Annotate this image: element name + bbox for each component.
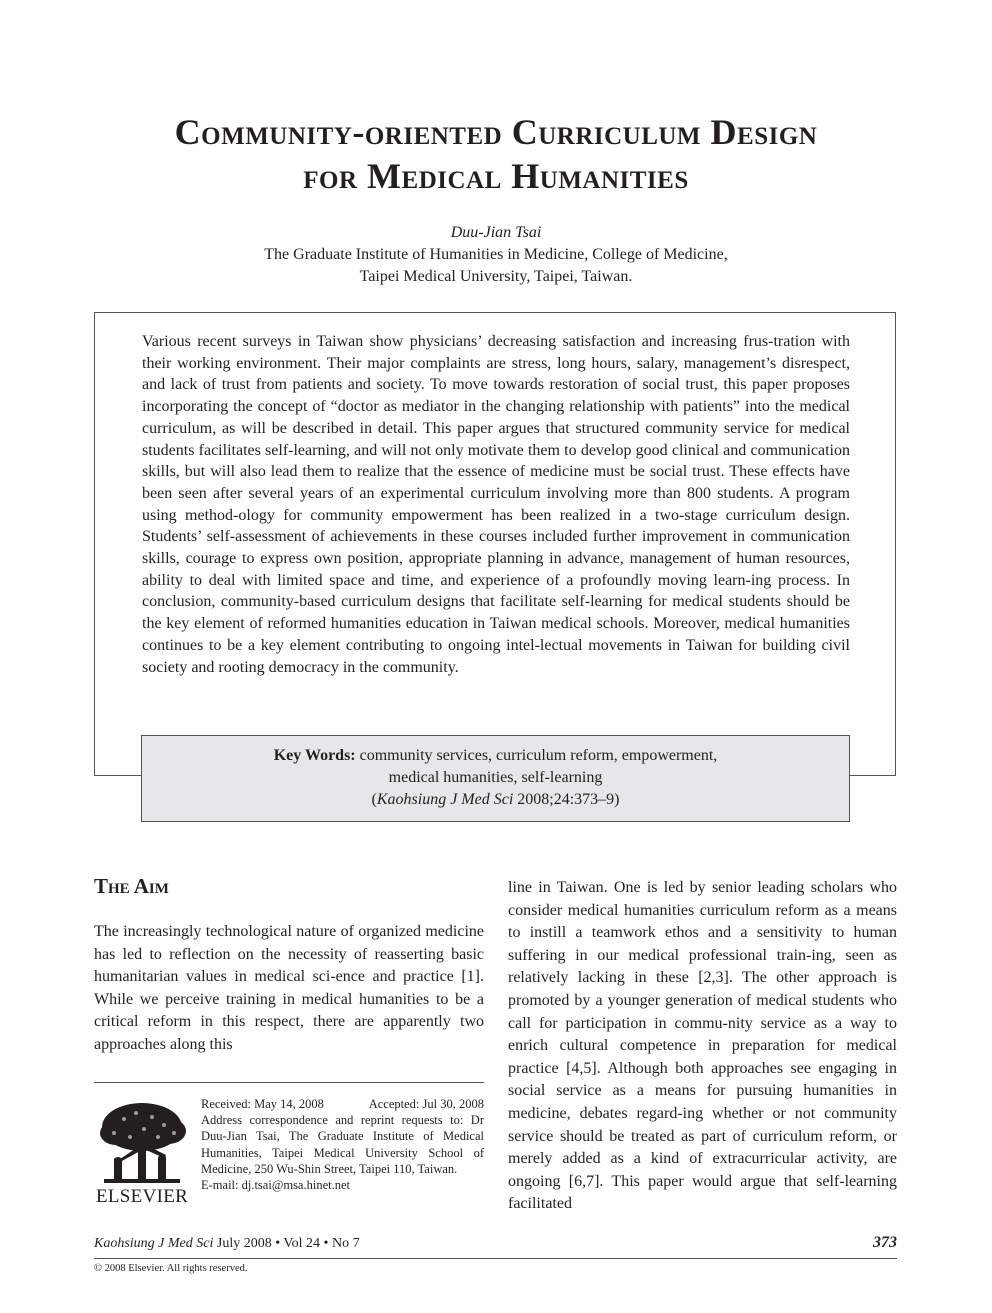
correspondence-address: Address correspondence and reprint requests to: Dr Duu-Jian Tsai, The Graduate Institute of Medical Humanities, Taipei Medical University School of Medicine, 250 Wu-Shin Street, Taipei 110, Taiwan.	[201, 1113, 484, 1176]
citation	[142, 789, 849, 811]
body-text-right: line in Taiwan. One is led by senior leading scholars who consider medical humanities curriculum reform as a means to instill a teamwork ethos and a sensitivity to human suffering in our medical professional train-ing, seen as relatively lacking in these [2,3]. The other approach is promoted by a younger generation of medical students who call for participation in commu-nity service as a way to enrich cultural competence in preparation for medical practice [4,5]. Although both approaches see engaging in social service as a means for pursuing humanities in medicine, debates regard-ing whether or not community service should be treated as part of curriculum reform, or merely added as a kind of extracurricular activity, are ongoing [6,7]. This paper would argue that self-learning facilitated	[508, 879, 897, 1213]
footnote-divider	[94, 1082, 484, 1083]
citation-open: (	[371, 791, 377, 808]
body-text-left: The increasingly technological nature of organized medicine has led to reflection on the necessity of reasserting basic humanitarian values in medical sci-ence and practice [1]. While we perceive training in medical humanities to be a critical reform in this respect, there are apparently two approaches along this	[94, 923, 484, 1053]
keywords-list-1: community services, curriculum reform, empowerment,	[359, 747, 718, 764]
article-title	[60, 110, 932, 198]
correspondence-email: E-mail: dj.tsai@msa.hinet.net	[201, 1178, 350, 1193]
copyright: © 2008 Elsevier. All rights reserved.	[94, 1263, 248, 1274]
affiliation	[96, 244, 896, 288]
keywords-list-2: medical humanities, self-learning	[388, 769, 603, 786]
keywords-box	[141, 735, 850, 822]
keywords-line1	[142, 745, 849, 767]
footer-divider	[94, 1258, 897, 1259]
abstract-text: Various recent surveys in Taiwan show physicians’ decreasing satisfaction and increasing frus-tration with their working environment. Their major complaints are stress, long hours, salary, management’s disrespect, and lack of trust from patients and society. To move towards restoration of social trust, this paper proposes incorporating the concept of “doctor as mediator in the changing relationship with patients” into the medical curriculum, as will be described in detail. This paper argues that structured community service for medical students facilitates self-learning, and will not only motivate them to develop good clinical and communication skills, but will also lead them to realize that the essence of medicine must be social trust. These effects have been seen after several years of an experimental curriculum involving more than 800 students. A program using method-ology for community empowerment has been realized in a two-stage curriculum design. Students’ self-assessment of achievements in these courses included further improvement in communication skills, courage to express own position, appropriate planning in advance, management of human resources, ability to deal with limited space and time, and experience of a profoundly moving learn-ing process. In conclusion, community-based curriculum designs that facilitate self-learning for medical students should be the key element of reformed humanities education in Taiwan medical schools. Moreover, medical humanities continues to be a key element contributing to ongoing intel-lectual movements in Taiwan for building civil society and rooting democracy in the community.	[142, 333, 850, 676]
accepted-date: Accepted: Jul 30, 2008	[368, 1097, 484, 1111]
affiliation-line1: The Graduate Institute of Humanities in Medicine, College of Medicine,	[264, 246, 728, 263]
section-title: The Aim	[94, 874, 169, 898]
article-footnote	[201, 1096, 484, 1193]
affiliation-line2: Taipei Medical University, Taipei, Taiwan.	[359, 268, 633, 285]
article-title-line1: Community-oriented Curriculum Design	[174, 112, 818, 152]
footnote-dates	[201, 1096, 484, 1112]
citation-rest: 2008;24:373–9)	[513, 791, 620, 808]
footer-journal-name: Kaohsiung J Med Sci	[94, 1236, 214, 1251]
article-title-line2: for Medical Humanities	[303, 156, 689, 196]
citation-journal: Kaohsiung J Med Sci	[376, 791, 514, 808]
author-name: Duu-Jian Tsai	[450, 224, 542, 241]
elsevier-wordmark: ELSEVIER	[96, 1186, 189, 1207]
keywords-label: Key Words:	[273, 747, 356, 764]
footer-issue: July 2008 • Vol 24 • No 7	[213, 1236, 360, 1251]
received-date: Received: May 14, 2008	[201, 1097, 324, 1111]
page-number: 373	[873, 1234, 897, 1251]
footer-journal	[94, 1236, 360, 1252]
